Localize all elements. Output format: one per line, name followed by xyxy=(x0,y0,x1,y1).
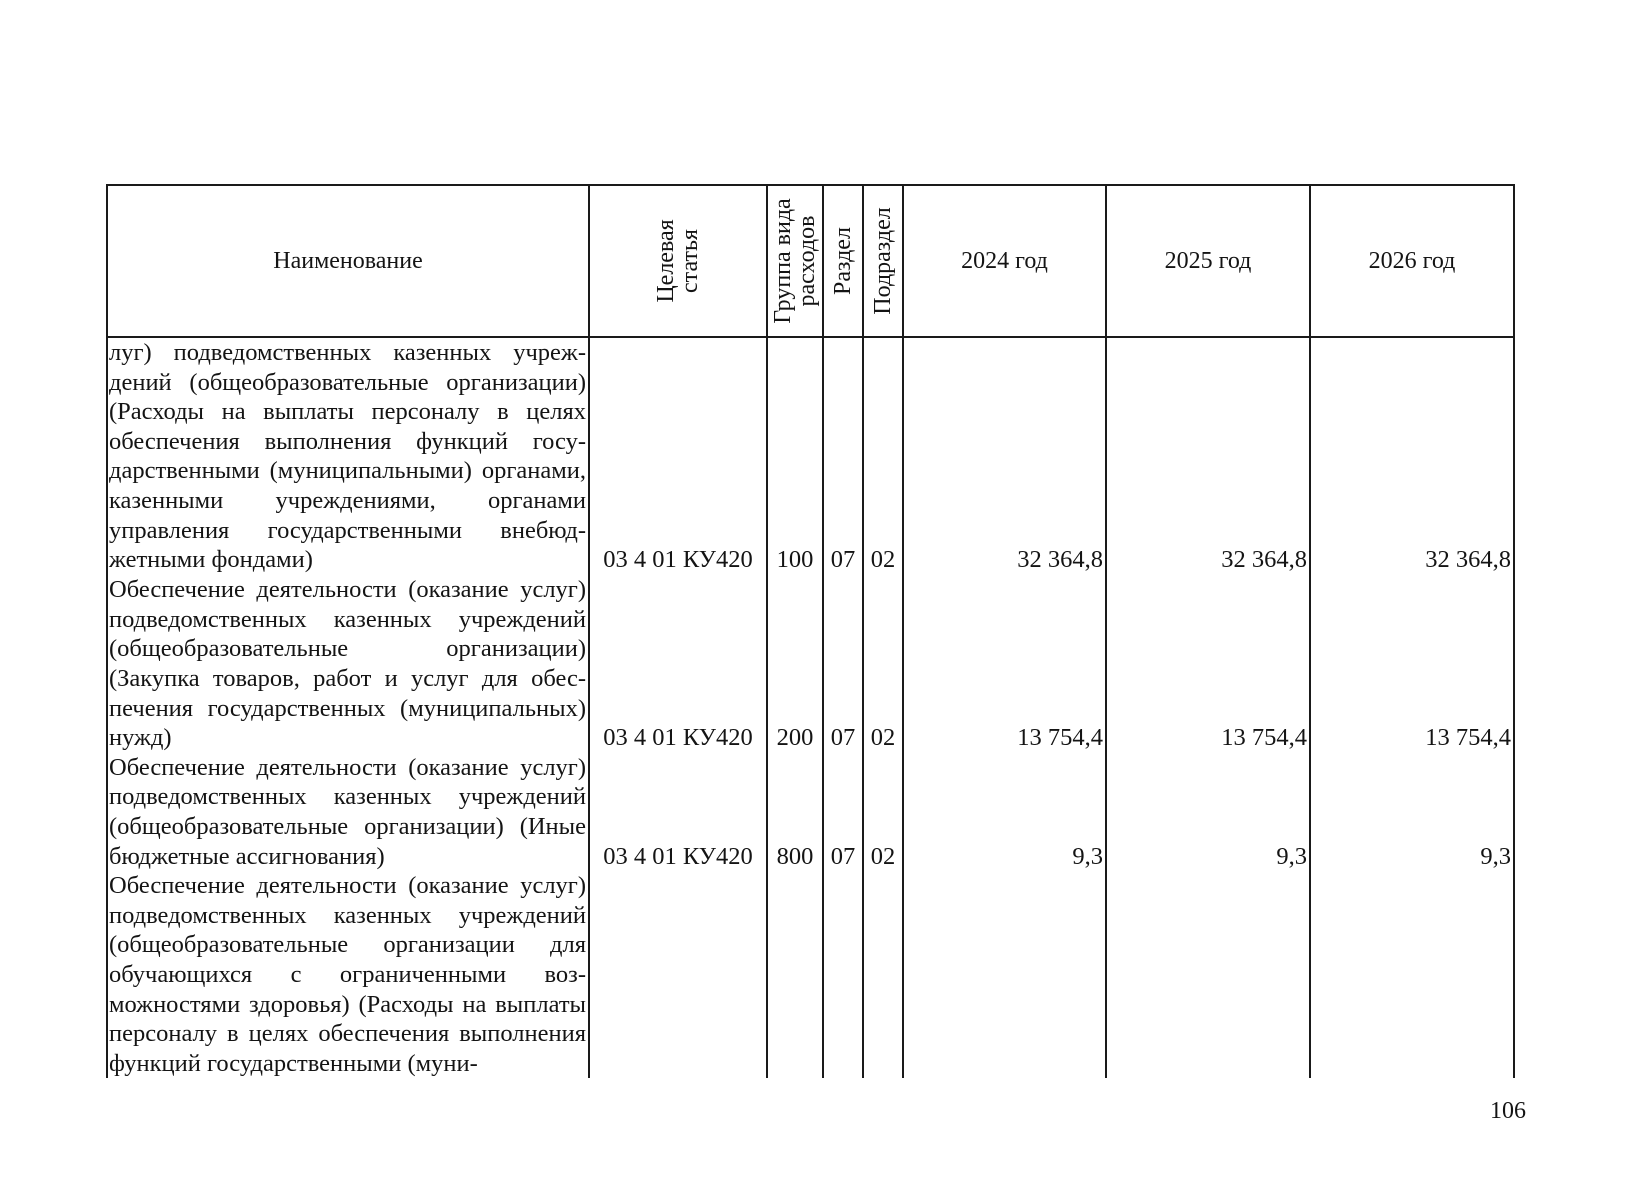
target-article-cell xyxy=(589,871,767,1078)
page-number: 106 xyxy=(1490,1098,1526,1124)
row-name-cell: Обеспечение деятельности (оказание услуг) подведомственных казенных учреждений (общеобразовательные организации) (Иные бюджетные ассигнования) xyxy=(107,753,589,871)
amount-2026-cell: 9,3 xyxy=(1310,753,1514,871)
header-section-text: Раздел xyxy=(830,227,856,295)
section-cell: 07 xyxy=(823,575,863,753)
expense-group-cell: 100 xyxy=(767,337,823,575)
target-article-cell: 03 4 01 КУ420 xyxy=(589,337,767,575)
table-row xyxy=(107,753,1514,871)
header-expense-group-text xyxy=(771,198,819,323)
header-expense-group-line2: расходов xyxy=(794,215,820,307)
subsection-cell: 02 xyxy=(863,753,903,871)
header-target-article-line2: статья xyxy=(677,229,703,293)
subsection-cell: 02 xyxy=(863,575,903,753)
header-subsection-text: Подраздел xyxy=(870,207,896,315)
section-cell: 07 xyxy=(823,337,863,575)
table-body xyxy=(107,337,1514,1078)
section-cell: 07 xyxy=(823,753,863,871)
header-year-2025: 2025 год xyxy=(1106,185,1310,337)
row-name-cell: луг) подведомственных казенных учреждений (общеобразовательные организации) (Расходы на выплаты персоналу в целях обеспечения выполнения функций государственными (муниципальными) органами, казенными учреждениями, органами управления государственными внебюджетными фондами) xyxy=(107,337,589,575)
amount-2026-cell: 32 364,8 xyxy=(1310,337,1514,575)
table-row xyxy=(107,575,1514,753)
header-expense-group xyxy=(767,185,823,337)
expense-group-cell xyxy=(767,871,823,1078)
table-header xyxy=(107,185,1514,337)
expense-group-cell: 800 xyxy=(767,753,823,871)
subsection-cell xyxy=(863,871,903,1078)
amount-2026-cell xyxy=(1310,871,1514,1078)
subsection-cell: 02 xyxy=(863,337,903,575)
header-target-article-line1: Целевая xyxy=(653,219,679,303)
expense-group-cell: 200 xyxy=(767,575,823,753)
amount-2025-cell: 32 364,8 xyxy=(1106,337,1310,575)
amount-2026-cell: 13 754,4 xyxy=(1310,575,1514,753)
budget-table xyxy=(106,184,1515,1078)
header-section xyxy=(823,185,863,337)
header-target-article-text xyxy=(654,219,702,302)
target-article-cell: 03 4 01 КУ420 xyxy=(589,575,767,753)
row-name-cell: Обеспечение деятельности (оказание услуг) подведомственных казенных учреждений (общеобразовательные организации) (Закупка товаров, работ и услуг для обеспечения государственных (муниципальных) нужд) xyxy=(107,575,589,753)
table-row xyxy=(107,871,1514,1078)
header-subsection xyxy=(863,185,903,337)
section-cell xyxy=(823,871,863,1078)
amount-2025-cell: 9,3 xyxy=(1106,753,1310,871)
header-year-2026: 2026 год xyxy=(1310,185,1514,337)
amount-2024-cell: 13 754,4 xyxy=(903,575,1106,753)
header-row xyxy=(107,185,1514,337)
header-name: Наименование xyxy=(107,185,589,337)
amount-2024-cell: 32 364,8 xyxy=(903,337,1106,575)
header-expense-group-line1: Группа вида xyxy=(770,198,796,324)
header-year-2024: 2024 год xyxy=(903,185,1106,337)
amount-2025-cell: 13 754,4 xyxy=(1106,575,1310,753)
table-row xyxy=(107,337,1514,575)
row-name-cell: Обеспечение деятельности (оказание услуг) подведомственных казенных учреждений (общеобразовательные организации для обучающихся с ограниченными возможностями здоровья) (Расходы на выплаты персоналу в целях обеспечения выполнения функций государственными (муни- xyxy=(107,871,589,1078)
target-article-cell: 03 4 01 КУ420 xyxy=(589,753,767,871)
amount-2025-cell xyxy=(1106,871,1310,1078)
amount-2024-cell: 9,3 xyxy=(903,753,1106,871)
amount-2024-cell xyxy=(903,871,1106,1078)
header-target-article xyxy=(589,185,767,337)
